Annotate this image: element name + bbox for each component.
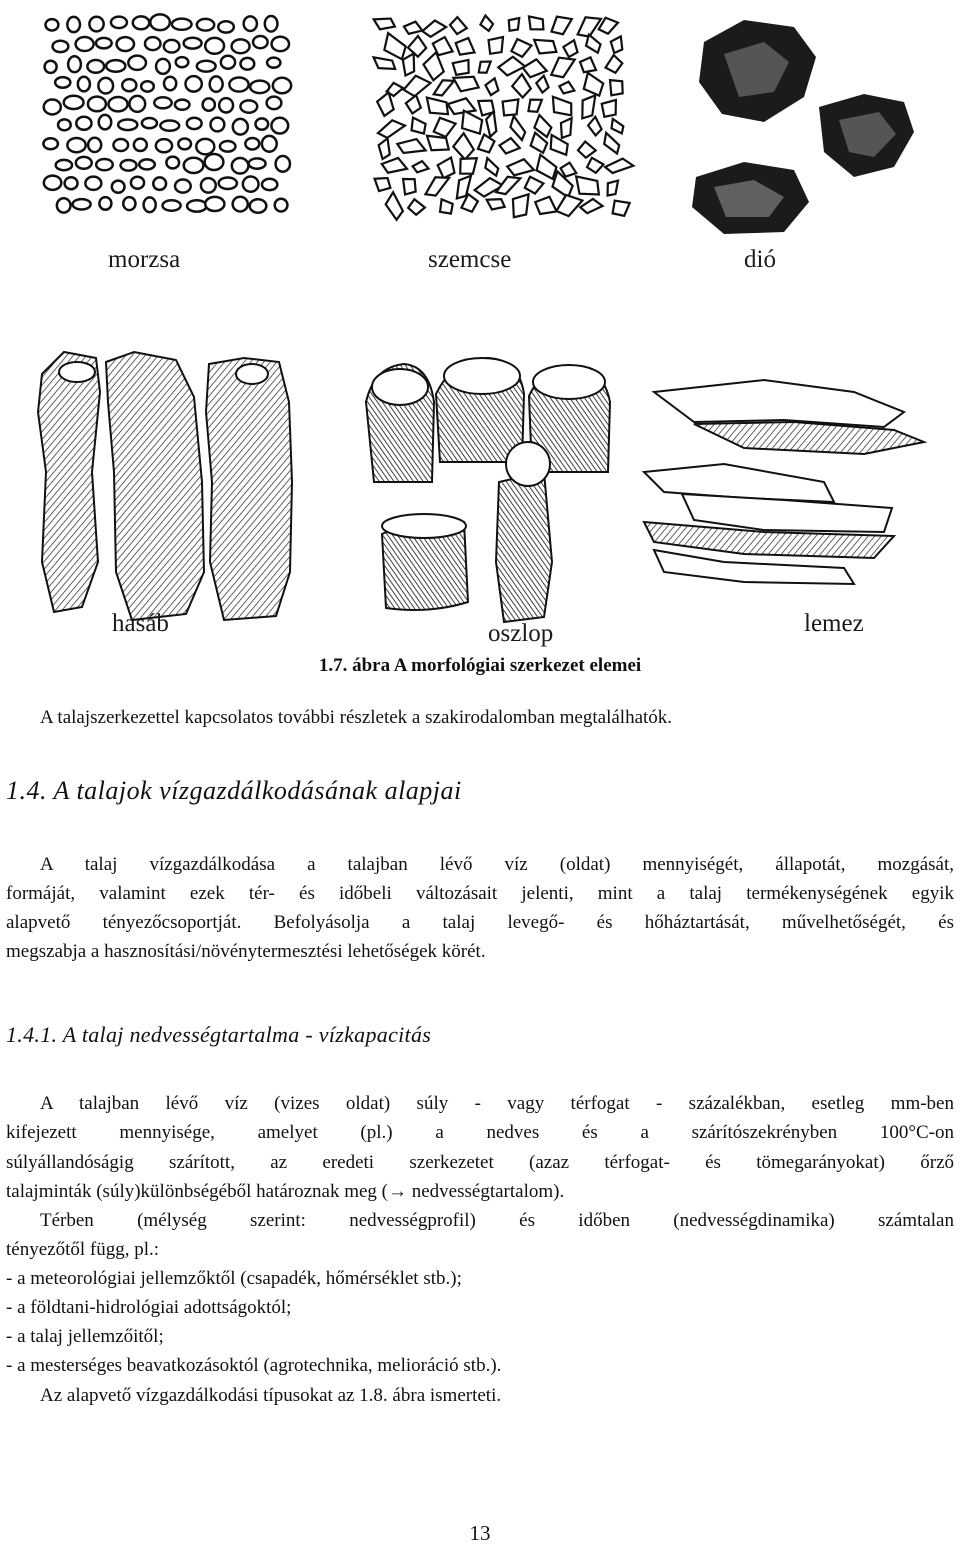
crumb-granule [141, 81, 154, 91]
angular-grain [374, 178, 391, 192]
list-item: - a talaj jellemzőitől; [6, 1326, 164, 1347]
angular-grain [424, 134, 450, 153]
angular-grain [412, 160, 429, 173]
angular-grain [586, 116, 603, 136]
angular-grain [484, 78, 499, 96]
crumb-granule [128, 56, 146, 70]
angular-grain [423, 96, 451, 118]
subsection-p2-line-2: tényezőtől függ, pl.: [6, 1239, 160, 1260]
angular-grain [522, 173, 545, 196]
crumb-granule [76, 157, 92, 169]
crumb-granule [163, 200, 181, 211]
angular-grain [382, 192, 405, 221]
crumb-granule [262, 179, 277, 190]
crumb-granule [129, 96, 145, 112]
crumb-granule [205, 38, 224, 54]
angular-grain [421, 52, 445, 82]
subsection-p1-line-2: kifejezett mennyisége, amelyet (pl.) a nedves és a szárítószekrényben 100°C-on [6, 1122, 954, 1143]
angular-grain [608, 118, 626, 135]
angular-grain [508, 35, 532, 59]
angular-grain [421, 17, 447, 39]
angular-grain [450, 132, 476, 161]
angular-grain [376, 116, 405, 141]
crumb-granule [176, 57, 189, 67]
angular-grain [607, 79, 625, 98]
crumb-granule [178, 138, 191, 149]
angular-grain [402, 53, 414, 76]
angular-grain [486, 35, 504, 56]
crumb-granule [139, 159, 155, 169]
angular-grain [397, 139, 426, 154]
angular-grain [436, 198, 455, 216]
angular-grain [506, 158, 534, 177]
angular-grain [437, 157, 455, 178]
crumb-granule [55, 77, 70, 88]
angular-grain [401, 177, 418, 196]
crumb-granule [142, 118, 157, 128]
crumb-granule [196, 139, 214, 155]
angular-grain [579, 197, 603, 215]
section-paragraph-line-2: formáját, valamint ezek tér- és időbeli változásait jelenti, mint a talaj termékenységének egyik [6, 883, 954, 904]
crumb-granule [111, 17, 127, 28]
crumb-granule [117, 37, 134, 51]
crumb-granule [56, 160, 72, 170]
angular-grain [452, 58, 470, 76]
angular-grain [526, 15, 547, 32]
crumb-granule [106, 60, 125, 72]
crumb-granule [76, 37, 94, 51]
crumb-granule [88, 138, 101, 152]
crumb-granule [44, 176, 61, 190]
angular-grain [532, 39, 557, 56]
angular-grain [559, 117, 573, 139]
granular-structure-drawing [371, 11, 633, 221]
column-structure-drawing [366, 358, 610, 622]
angular-grain [600, 132, 623, 155]
angular-grain [603, 54, 625, 75]
section-heading: 1.4. A talajok vízgazdálkodásának alapjai [6, 776, 462, 805]
angular-grain [563, 40, 579, 58]
crumb-granule [197, 19, 214, 31]
crumb-granule [272, 37, 289, 51]
crumb-granule [154, 97, 171, 108]
angular-grain [548, 11, 573, 38]
angular-grain [486, 199, 504, 210]
crumb-granule [87, 60, 104, 73]
angular-grain [506, 116, 527, 142]
label-morzsa: morzsa [108, 246, 181, 273]
crumb-granule [210, 76, 223, 91]
crumb-granule [96, 159, 113, 170]
page-number: 13 [469, 1521, 491, 1545]
crumb-granule [265, 16, 278, 32]
angular-grain [510, 192, 530, 220]
crumb-granule [273, 78, 291, 93]
crumb-granule [221, 56, 235, 69]
angular-grain [406, 197, 425, 216]
subsection-heading: 1.4.1. A talaj nedvességtartalma - vízkapacitás [6, 1022, 432, 1047]
crumb-granule [271, 118, 288, 134]
angular-grain [474, 133, 496, 156]
crumb-granule [205, 197, 224, 211]
crumb-granule [45, 61, 57, 73]
crumb-granule [184, 38, 202, 49]
crumb-granule [220, 141, 236, 152]
figure-caption: 1.7. ábra A morfológiai szerkezet elemei [318, 655, 642, 676]
label-hasab: hasáb [112, 610, 169, 637]
crumb-granule [156, 59, 170, 74]
crumb-granule [262, 136, 277, 152]
crumb-granule [118, 119, 137, 130]
nut-structure-drawing [692, 20, 914, 234]
section-paragraph-line-1: A talaj vízgazdálkodása a talajban lévő víz (oldat) mennyiségét, állapotát, mozgását, [40, 854, 954, 875]
crumb-granule [250, 199, 267, 213]
plate-structure-drawing [644, 380, 924, 584]
angular-grain [545, 134, 572, 158]
crumb-granule [175, 100, 190, 110]
crumb-granule [98, 78, 113, 94]
crumb-granule [57, 198, 71, 212]
angular-grain [582, 34, 603, 55]
crumb-granule [145, 37, 161, 50]
angular-grain [403, 21, 422, 35]
crumb-granule [112, 181, 125, 193]
crumb-granule [96, 38, 112, 49]
crumb-granule [88, 97, 106, 112]
angular-grain [578, 72, 606, 99]
angular-grain [500, 96, 520, 118]
crumb-granule [229, 77, 248, 91]
crumb-granule [121, 160, 137, 171]
crumb-granule [185, 76, 201, 91]
section-paragraph-line-4: megszabja a hasznosítási/növénytermesztési lehetőségek körét. [6, 941, 486, 962]
crumb-structure-drawing [43, 14, 291, 212]
crumb-granule [153, 177, 166, 189]
section-paragraph-line-3: alapvető tényezőcsoportját. Befolyásolja a talaj levegő- és hőháztartását, művelhetőségét, és [6, 912, 954, 933]
angular-grain [447, 97, 475, 114]
crumb-granule [89, 17, 103, 32]
label-oszlop: oszlop [488, 620, 554, 647]
angular-grain [580, 57, 596, 72]
crumb-granule [250, 81, 269, 93]
crumb-granule [73, 199, 91, 209]
soil-structure-drawing [4, 2, 958, 638]
angular-grain [476, 58, 491, 76]
list-item: - a meteorológiai jellemzőktől (csapadék, hőmérséklet stb.); [6, 1268, 462, 1289]
list-item: - a földtani-hidrológiai adottságoktól; [6, 1297, 292, 1318]
crumb-granule [267, 97, 282, 110]
crumb-granule [172, 19, 192, 30]
angular-grain [371, 56, 396, 71]
crumb-granule [68, 56, 81, 72]
crumb-granule [58, 119, 71, 130]
angular-grain [596, 14, 619, 36]
crumb-granule [205, 154, 224, 170]
crumb-granule [67, 17, 80, 32]
angular-grain [455, 38, 474, 55]
crumb-granule [85, 177, 101, 190]
label-dio: dió [744, 246, 776, 273]
crumb-granule [210, 118, 224, 132]
angular-grain [478, 15, 495, 33]
crumb-granule [201, 178, 216, 192]
closing-sentence: Az alapvető vízgazdálkodási típusokat az 1.8. ábra ismerteti. [40, 1385, 502, 1406]
crumb-granule [131, 177, 144, 189]
crumb-granule [203, 98, 215, 110]
angular-grain [605, 178, 619, 197]
angular-grain [404, 95, 421, 115]
subsection-p1-line-1: A talajban lévő víz (vizes oldat) súly - vagy térfogat - százalékban, esetleg mm-ben [40, 1093, 954, 1114]
label-szemcse: szemcse [428, 246, 512, 273]
intro-note: A talajszerkezettel kapcsolatos további részletek a szakirodalomban megtalálhatók. [40, 707, 673, 728]
crumb-granule [99, 115, 111, 129]
angular-grain [535, 196, 557, 214]
crumb-granule [219, 98, 233, 112]
crumb-granule [164, 77, 176, 91]
crumb-granule [232, 39, 250, 53]
angular-grain [547, 95, 575, 118]
crumb-granule [197, 61, 216, 72]
label-lemez: lemez [804, 610, 864, 637]
angular-grain [378, 138, 390, 159]
angular-grain [448, 15, 467, 35]
angular-grain [381, 157, 407, 173]
angular-grain [498, 136, 520, 154]
crumb-granule [240, 100, 257, 112]
crumb-granule [65, 177, 78, 189]
angular-grain [609, 196, 631, 219]
crumb-granule [113, 139, 128, 151]
crumb-granule [144, 197, 156, 212]
crumb-granule [219, 177, 237, 189]
angular-grain [611, 36, 623, 53]
prism-structure-drawing [38, 352, 292, 620]
angular-grain [572, 175, 603, 199]
crumb-granule [244, 16, 257, 31]
angular-grain [507, 16, 520, 32]
crumb-granule [45, 19, 58, 30]
crumb-granule [218, 21, 234, 32]
angular-grain [535, 75, 550, 93]
angular-grain [453, 77, 479, 92]
subsection-p1-line-3: súlyállandóságig szárított, az eredeti szerkezetet (azaz térfogat- és tömegarányokat) őrző [6, 1152, 954, 1173]
crumb-granule [187, 118, 202, 129]
crumb-granule [253, 36, 268, 48]
angular-grain [407, 117, 429, 137]
crumb-granule [99, 197, 111, 210]
crumb-granule [122, 79, 136, 91]
angular-grain [576, 139, 596, 159]
angular-grain [579, 93, 596, 120]
crumb-granule [175, 180, 191, 193]
crumb-granule [249, 158, 266, 168]
crumb-granule [276, 156, 290, 172]
crumb-granule [233, 197, 248, 212]
crumb-granule [245, 138, 259, 149]
angular-grain [604, 156, 633, 174]
angular-grain [526, 95, 543, 114]
crumb-granule [187, 200, 206, 211]
list-item: - a mesterséges beavatkozásoktól (agrotechnika, melioráció stb.). [6, 1355, 502, 1376]
crumb-granule [44, 99, 61, 114]
angular-grain [481, 158, 500, 178]
crumb-granule [123, 197, 135, 210]
crumb-granule [164, 40, 180, 53]
crumb-granule [240, 58, 254, 70]
crumb-granule [275, 199, 288, 212]
soil-structure-figure [4, 2, 958, 647]
crumb-granule [156, 139, 172, 152]
angular-grain [600, 98, 617, 118]
angular-grain [374, 18, 395, 29]
crumb-granule [108, 97, 127, 111]
subsection-p1-line-4: talajminták (súly)különbségéből határoznak meg (→ nedvességtartalom). [6, 1181, 565, 1202]
crumb-granule [67, 138, 85, 152]
subsection-p2-line-1: Térben (mélység szerint: nedvességprofil) és időben (nedvességdinamika) számtalan [40, 1210, 954, 1231]
crumb-granule [233, 119, 248, 135]
crumb-granule [133, 16, 149, 29]
crumb-granule [64, 96, 84, 109]
crumb-granule [232, 158, 249, 173]
crumb-granule [255, 118, 268, 129]
crumb-granule [76, 117, 91, 130]
crumb-granule [267, 58, 280, 68]
crumb-granule [43, 138, 58, 149]
crumb-granule [160, 121, 179, 131]
crumb-granule [134, 139, 147, 151]
crumb-granule [53, 41, 69, 52]
angular-grain [559, 81, 575, 94]
crumb-granule [243, 177, 259, 192]
crumb-granule [184, 158, 204, 173]
crumb-granule [78, 77, 90, 92]
crumb-granule [150, 14, 170, 30]
crumb-granule [166, 157, 179, 169]
